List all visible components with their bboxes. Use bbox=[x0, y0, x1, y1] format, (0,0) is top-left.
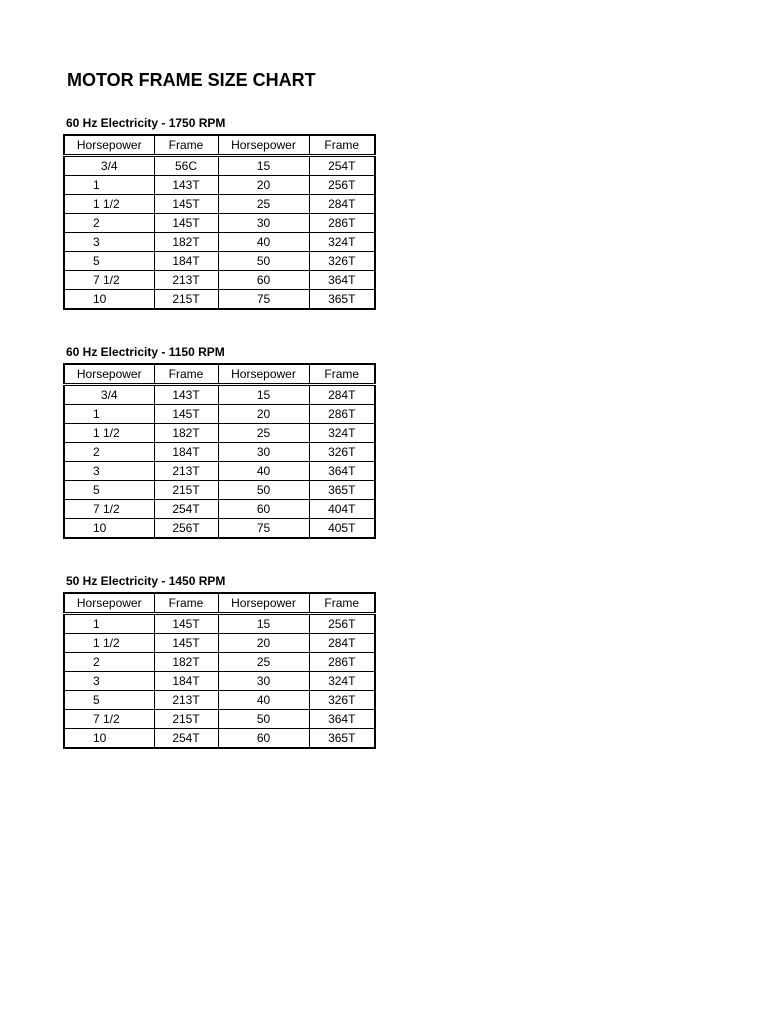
table-cell: 184T bbox=[154, 672, 218, 691]
table-cell: 284T bbox=[309, 634, 375, 653]
table-cell: 7 1/2 bbox=[64, 500, 154, 519]
table-cell: 182T bbox=[154, 653, 218, 672]
table-cell: 25 bbox=[218, 653, 309, 672]
table-cell: 326T bbox=[309, 252, 375, 271]
table-cell: 326T bbox=[309, 443, 375, 462]
column-header: Horsepower bbox=[64, 364, 154, 385]
table-cell: 2 bbox=[64, 443, 154, 462]
table-cell: 284T bbox=[309, 385, 375, 405]
table-cell: 254T bbox=[154, 500, 218, 519]
table-cell: 56C bbox=[154, 156, 218, 176]
table-cell: 143T bbox=[154, 176, 218, 195]
column-header: Horsepower bbox=[218, 593, 309, 614]
table-cell: 364T bbox=[309, 271, 375, 290]
table-cell: 15 bbox=[218, 614, 309, 634]
table-cell: 1 bbox=[64, 405, 154, 424]
table-cell: 324T bbox=[309, 424, 375, 443]
table-cell: 15 bbox=[218, 156, 309, 176]
table-cell: 215T bbox=[154, 481, 218, 500]
section-60hz-1150rpm bbox=[63, 345, 374, 539]
column-header: Frame bbox=[309, 135, 375, 156]
table-cell: 5 bbox=[64, 252, 154, 271]
table-cell: 50 bbox=[218, 710, 309, 729]
section-50hz-1450rpm bbox=[63, 574, 374, 749]
table-cell: 143T bbox=[154, 385, 218, 405]
table-row bbox=[64, 214, 375, 233]
table-cell: 254T bbox=[154, 729, 218, 749]
table-row bbox=[64, 710, 375, 729]
table-cell: 145T bbox=[154, 634, 218, 653]
column-header: Horsepower bbox=[64, 135, 154, 156]
table-header-row bbox=[64, 364, 375, 385]
table-cell: 20 bbox=[218, 634, 309, 653]
table-cell: 213T bbox=[154, 271, 218, 290]
table-cell: 15 bbox=[218, 385, 309, 405]
table-cell: 365T bbox=[309, 290, 375, 310]
table-cell: 215T bbox=[154, 710, 218, 729]
table-row bbox=[64, 634, 375, 653]
table-cell: 215T bbox=[154, 290, 218, 310]
table-cell: 10 bbox=[64, 290, 154, 310]
table-row bbox=[64, 176, 375, 195]
table-cell: 20 bbox=[218, 405, 309, 424]
table-cell: 1 bbox=[64, 614, 154, 634]
table-cell: 324T bbox=[309, 672, 375, 691]
table-cell: 405T bbox=[309, 519, 375, 539]
table-row bbox=[64, 290, 375, 310]
table-cell: 60 bbox=[218, 729, 309, 749]
column-header: Frame bbox=[309, 364, 375, 385]
section-heading: 60 Hz Electricity - 1150 RPM bbox=[66, 345, 225, 359]
table-cell: 25 bbox=[218, 424, 309, 443]
column-header: Frame bbox=[154, 364, 218, 385]
column-header: Horsepower bbox=[218, 135, 309, 156]
table-cell: 3 bbox=[64, 672, 154, 691]
table-cell: 3 bbox=[64, 233, 154, 252]
column-header: Frame bbox=[154, 593, 218, 614]
table-cell: 364T bbox=[309, 710, 375, 729]
table-row bbox=[64, 252, 375, 271]
table-cell: 3/4 bbox=[64, 385, 154, 405]
table-cell: 1 1/2 bbox=[64, 424, 154, 443]
table-cell: 50 bbox=[218, 252, 309, 271]
table-cell: 364T bbox=[309, 462, 375, 481]
table-cell: 50 bbox=[218, 481, 309, 500]
table-row bbox=[64, 653, 375, 672]
table-cell: 7 1/2 bbox=[64, 271, 154, 290]
table-cell: 404T bbox=[309, 500, 375, 519]
table-cell: 10 bbox=[64, 519, 154, 539]
page-title: MOTOR FRAME SIZE CHART bbox=[67, 70, 316, 90]
table-row bbox=[64, 481, 375, 500]
table-cell: 145T bbox=[154, 195, 218, 214]
table-cell: 3 bbox=[64, 462, 154, 481]
table-cell: 25 bbox=[218, 195, 309, 214]
table-cell: 2 bbox=[64, 214, 154, 233]
table-cell: 7 1/2 bbox=[64, 710, 154, 729]
table-row bbox=[64, 405, 375, 424]
table-cell: 30 bbox=[218, 214, 309, 233]
table-cell: 40 bbox=[218, 462, 309, 481]
table-row bbox=[64, 233, 375, 252]
table-cell: 213T bbox=[154, 691, 218, 710]
section-heading: 50 Hz Electricity - 1450 RPM bbox=[66, 574, 226, 588]
table-cell: 326T bbox=[309, 691, 375, 710]
table-row bbox=[64, 500, 375, 519]
table-cell: 365T bbox=[309, 729, 375, 749]
column-header: Frame bbox=[309, 593, 375, 614]
table-cell: 184T bbox=[154, 252, 218, 271]
table-cell: 1 1/2 bbox=[64, 634, 154, 653]
table-row bbox=[64, 519, 375, 539]
table-cell: 5 bbox=[64, 481, 154, 500]
table-row bbox=[64, 271, 375, 290]
table-cell: 145T bbox=[154, 405, 218, 424]
table-row bbox=[64, 614, 375, 634]
table-cell: 75 bbox=[218, 519, 309, 539]
frame-size-table bbox=[63, 592, 376, 749]
table-cell: 3/4 bbox=[64, 156, 154, 176]
column-header: Horsepower bbox=[218, 364, 309, 385]
table-cell: 145T bbox=[154, 214, 218, 233]
table-cell: 324T bbox=[309, 233, 375, 252]
table-row bbox=[64, 424, 375, 443]
table-cell: 256T bbox=[309, 176, 375, 195]
table-cell: 20 bbox=[218, 176, 309, 195]
table-cell: 254T bbox=[309, 156, 375, 176]
column-header: Frame bbox=[154, 135, 218, 156]
table-cell: 30 bbox=[218, 443, 309, 462]
table-row bbox=[64, 672, 375, 691]
section-60hz-1750rpm bbox=[63, 116, 374, 310]
table-cell: 182T bbox=[154, 424, 218, 443]
table-row bbox=[64, 443, 375, 462]
table-header-row bbox=[64, 593, 375, 614]
table-cell: 60 bbox=[218, 500, 309, 519]
table-cell: 75 bbox=[218, 290, 309, 310]
table-cell: 213T bbox=[154, 462, 218, 481]
table-cell: 145T bbox=[154, 614, 218, 634]
table-row bbox=[64, 195, 375, 214]
table-cell: 286T bbox=[309, 653, 375, 672]
table-cell: 40 bbox=[218, 233, 309, 252]
table-cell: 284T bbox=[309, 195, 375, 214]
table-cell: 2 bbox=[64, 653, 154, 672]
table-cell: 1 bbox=[64, 176, 154, 195]
table-header-row bbox=[64, 135, 375, 156]
table-row bbox=[64, 729, 375, 749]
frame-size-table bbox=[63, 363, 376, 539]
table-cell: 1 1/2 bbox=[64, 195, 154, 214]
table-cell: 10 bbox=[64, 729, 154, 749]
frame-size-table bbox=[63, 134, 376, 310]
table-cell: 182T bbox=[154, 233, 218, 252]
table-row bbox=[64, 691, 375, 710]
table-cell: 40 bbox=[218, 691, 309, 710]
table-cell: 5 bbox=[64, 691, 154, 710]
section-heading: 60 Hz Electricity - 1750 RPM bbox=[66, 116, 226, 130]
table-cell: 184T bbox=[154, 443, 218, 462]
table-row bbox=[64, 385, 375, 405]
table-cell: 286T bbox=[309, 214, 375, 233]
table-row bbox=[64, 156, 375, 176]
table-cell: 60 bbox=[218, 271, 309, 290]
table-cell: 365T bbox=[309, 481, 375, 500]
table-cell: 286T bbox=[309, 405, 375, 424]
table-row bbox=[64, 462, 375, 481]
table-cell: 256T bbox=[309, 614, 375, 634]
table-cell: 256T bbox=[154, 519, 218, 539]
column-header: Horsepower bbox=[64, 593, 154, 614]
table-cell: 30 bbox=[218, 672, 309, 691]
